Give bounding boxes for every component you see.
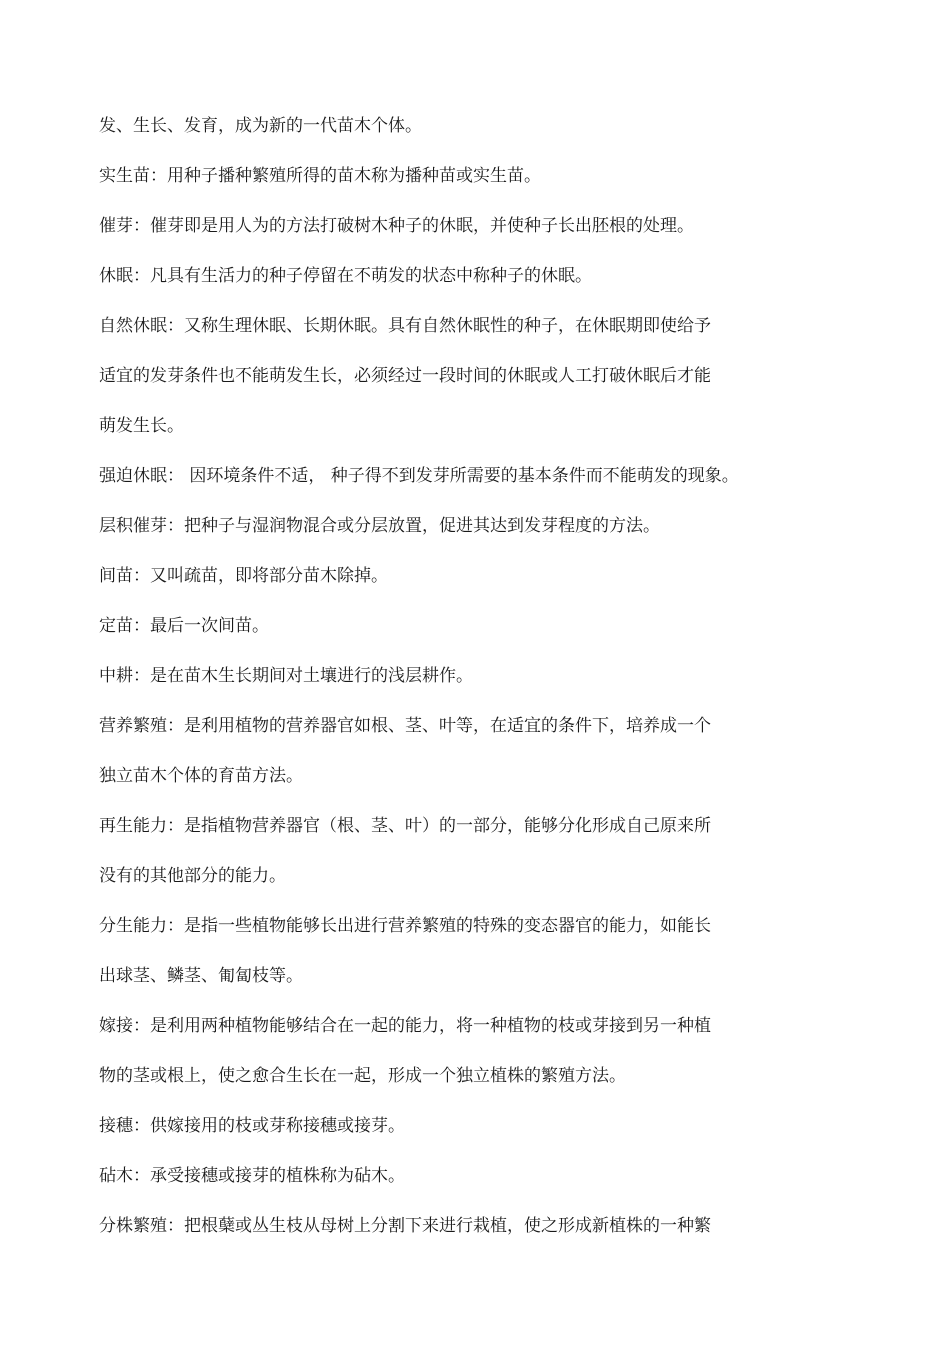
body-text xyxy=(99,111,859,1261)
text-line: 营养繁殖：是利用植物的营养器官如根、茎、叶等，在适宜的条件下，培养成一个 xyxy=(99,716,711,736)
text-line: 砧木：承受接穗或接芽的植株称为砧木。 xyxy=(99,1166,405,1186)
text-line: 接穗：供嫁接用的枝或芽称接穗或接芽。 xyxy=(99,1116,405,1136)
text-line: 适宜的发芽条件也不能萌发生长，必须经过一段时间的休眠或人工打破休眠后才能 xyxy=(99,366,711,386)
text-line: 自然休眠：又称生理休眠、长期休眠。具有自然休眠性的种子，在休眠期即使给予 xyxy=(99,316,711,336)
text-line: 层积催芽：把种子与湿润物混合或分层放置，促进其达到发芽程度的方法。 xyxy=(99,516,660,536)
text-line: 中耕：是在苗木生长期间对土壤进行的浅层耕作。 xyxy=(99,666,473,686)
text-line: 催芽：催芽即是用人为的方法打破树木种子的休眠，并使种子长出胚根的处理。 xyxy=(99,216,694,236)
text-line: 再生能力：是指植物营养器官（根、茎、叶）的一部分，能够分化形成自己原来所 xyxy=(99,816,711,836)
text-line: 间苗：又叫疏苗，即将部分苗木除掉。 xyxy=(99,566,388,586)
text-line: 发、生长、发育，成为新的一代苗木个体。 xyxy=(99,116,422,136)
text-line: 物的茎或根上，使之愈合生长在一起，形成一个独立植株的繁殖方法。 xyxy=(99,1066,626,1086)
text-line: 嫁接：是利用两种植物能够结合在一起的能力，将一种植物的枝或芽接到另一种植 xyxy=(99,1016,711,1036)
text-line: 独立苗木个体的育苗方法。 xyxy=(99,766,303,786)
text-line: 休眠：凡具有生活力的种子停留在不萌发的状态中称种子的休眠。 xyxy=(99,266,592,286)
text-line: 实生苗：用种子播种繁殖所得的苗木称为播种苗或实生苗。 xyxy=(99,166,541,186)
text-line: 定苗：最后一次间苗。 xyxy=(99,616,269,636)
text-line: 强迫休眠： 因环境条件不适， 种子得不到发芽所需要的基本条件而不能萌发的现象。 xyxy=(99,466,739,486)
text-line: 萌发生长。 xyxy=(99,416,184,436)
text-line: 分株繁殖：把根蘖或丛生枝从母树上分割下来进行栽植，使之形成新植株的一种繁 xyxy=(99,1216,711,1236)
text-line: 分生能力：是指一些植物能够长出进行营养繁殖的特殊的变态器官的能力，如能长 xyxy=(99,916,711,936)
text-line: 出球茎、鳞茎、匍匐枝等。 xyxy=(99,966,303,986)
text-line: 没有的其他部分的能力。 xyxy=(99,866,286,886)
